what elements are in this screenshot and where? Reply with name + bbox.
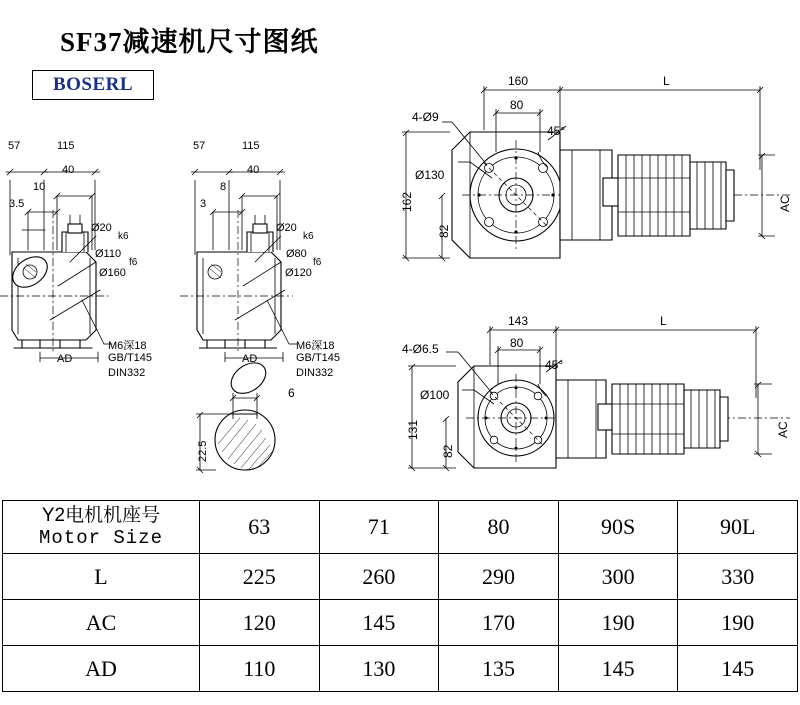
table-row xyxy=(3,554,798,600)
table-header-size-63: 63 xyxy=(200,501,320,554)
bottom-right-view xyxy=(408,326,790,471)
trv-angle-45: 45° xyxy=(547,124,566,138)
row-label-L: L xyxy=(3,554,200,600)
key-dim-6: 6 xyxy=(288,386,295,400)
trv-hole-note: 4-Ø9 xyxy=(412,110,439,124)
trv-dim-80: 80 xyxy=(510,98,524,112)
brv-dim-L: L xyxy=(660,314,667,328)
table-header-cn: Y2电机机座号 xyxy=(41,505,161,526)
brv-ac-label: AC xyxy=(776,421,790,438)
lv1-shaft-k6: k6 xyxy=(118,231,129,242)
trv-dim-82: 82 xyxy=(437,224,451,238)
cell-AD-80: 135 xyxy=(439,646,559,692)
brv-angle-45: 45° xyxy=(545,358,564,372)
lv1-ad-label: AD xyxy=(57,353,73,365)
lv2-dim-40: 40 xyxy=(247,164,260,176)
dimension-table xyxy=(2,500,798,692)
brv-flange-dia: Ø100 xyxy=(420,388,450,402)
table-header-size-90l: 90L xyxy=(678,501,798,554)
cell-L-80: 290 xyxy=(439,554,559,600)
brv-dim-131: 131 xyxy=(406,419,420,440)
lv2-flange-d80: Ø80 xyxy=(286,248,307,260)
lv2-dim-57: 57 xyxy=(193,140,206,152)
lv2-dim-3: 3 xyxy=(200,198,207,210)
cell-AC-80: 170 xyxy=(439,600,559,646)
table-header-size-90s: 90S xyxy=(558,501,678,554)
lv1-outer-d160: Ø160 xyxy=(99,267,126,279)
lv2-outer-d120: Ø120 xyxy=(285,267,312,279)
cell-L-90l: 330 xyxy=(678,554,798,600)
table-header-motor-size xyxy=(3,501,200,554)
lv1-shaft-d20: Ø20 xyxy=(91,222,112,234)
lv2-dim-115: 115 xyxy=(242,140,260,152)
cell-AC-71: 145 xyxy=(319,600,439,646)
lv1-thread-note-3: DIN332 xyxy=(108,367,146,379)
lv1-dim-40: 40 xyxy=(62,164,75,176)
brv-dim-80: 80 xyxy=(510,336,524,350)
cell-L-90s: 300 xyxy=(558,554,678,600)
cell-AD-90s: 145 xyxy=(558,646,678,692)
row-label-AD: AD xyxy=(3,646,200,692)
lv2-shaft-k6: k6 xyxy=(303,231,314,242)
lv2-thread-note-1: M6深18 xyxy=(296,340,335,352)
table-header-size-80: 80 xyxy=(439,501,559,554)
lv2-dim-8: 8 xyxy=(220,181,227,193)
cell-L-63: 225 xyxy=(200,554,320,600)
table-header-row xyxy=(3,501,798,554)
lv1-flange-f6: f6 xyxy=(129,257,138,268)
table-row xyxy=(3,646,798,692)
table-header-en: Motor Size xyxy=(38,527,164,549)
lv1-dim-115: 115 xyxy=(57,140,75,152)
trv-flange-dia: Ø130 xyxy=(415,168,445,182)
lv1-dim-10: 10 xyxy=(33,181,46,193)
lv2-shaft-d20: Ø20 xyxy=(276,222,297,234)
cell-AD-90l: 145 xyxy=(678,646,798,692)
brv-dim-143: 143 xyxy=(508,314,529,328)
row-label-AC: AC xyxy=(3,600,200,646)
brv-hole-note: 4-Ø6.5 xyxy=(402,342,439,356)
cell-AC-63: 120 xyxy=(200,600,320,646)
left-view-2 xyxy=(180,169,297,400)
trv-dim-160: 160 xyxy=(508,74,529,88)
trv-dim-162: 162 xyxy=(400,191,414,212)
table-header-size-71: 71 xyxy=(319,501,439,554)
key-dim-22-5: 22.5 xyxy=(197,440,209,462)
lv2-ad-label: AD xyxy=(242,353,258,365)
lv2-thread-note-2: GB/T145 xyxy=(296,352,341,364)
cell-AC-90s: 190 xyxy=(558,600,678,646)
lv1-flange-d110: Ø110 xyxy=(95,248,122,260)
lv1-thread-note-1: M6深18 xyxy=(108,340,147,352)
trv-dim-L: L xyxy=(663,74,670,88)
brv-dim-82: 82 xyxy=(441,444,455,458)
cell-AD-63: 110 xyxy=(200,646,320,692)
lv1-dim-57: 57 xyxy=(8,140,21,152)
top-right-view xyxy=(402,86,790,261)
lv2-flange-f6: f6 xyxy=(313,257,322,268)
lv2-thread-note-3: DIN332 xyxy=(296,367,334,379)
cell-L-71: 260 xyxy=(319,554,439,600)
table-row xyxy=(3,600,798,646)
cell-AD-71: 130 xyxy=(319,646,439,692)
lv1-thread-note-2: GB/T145 xyxy=(108,352,153,364)
trv-ac-label: AC xyxy=(778,195,792,212)
logo-text: BOSERL xyxy=(52,74,134,95)
lv1-dim-3-5: 3.5 xyxy=(9,198,25,210)
page-title: SF37减速机尺寸图纸 xyxy=(60,27,319,57)
cell-AC-90l: 190 xyxy=(678,600,798,646)
